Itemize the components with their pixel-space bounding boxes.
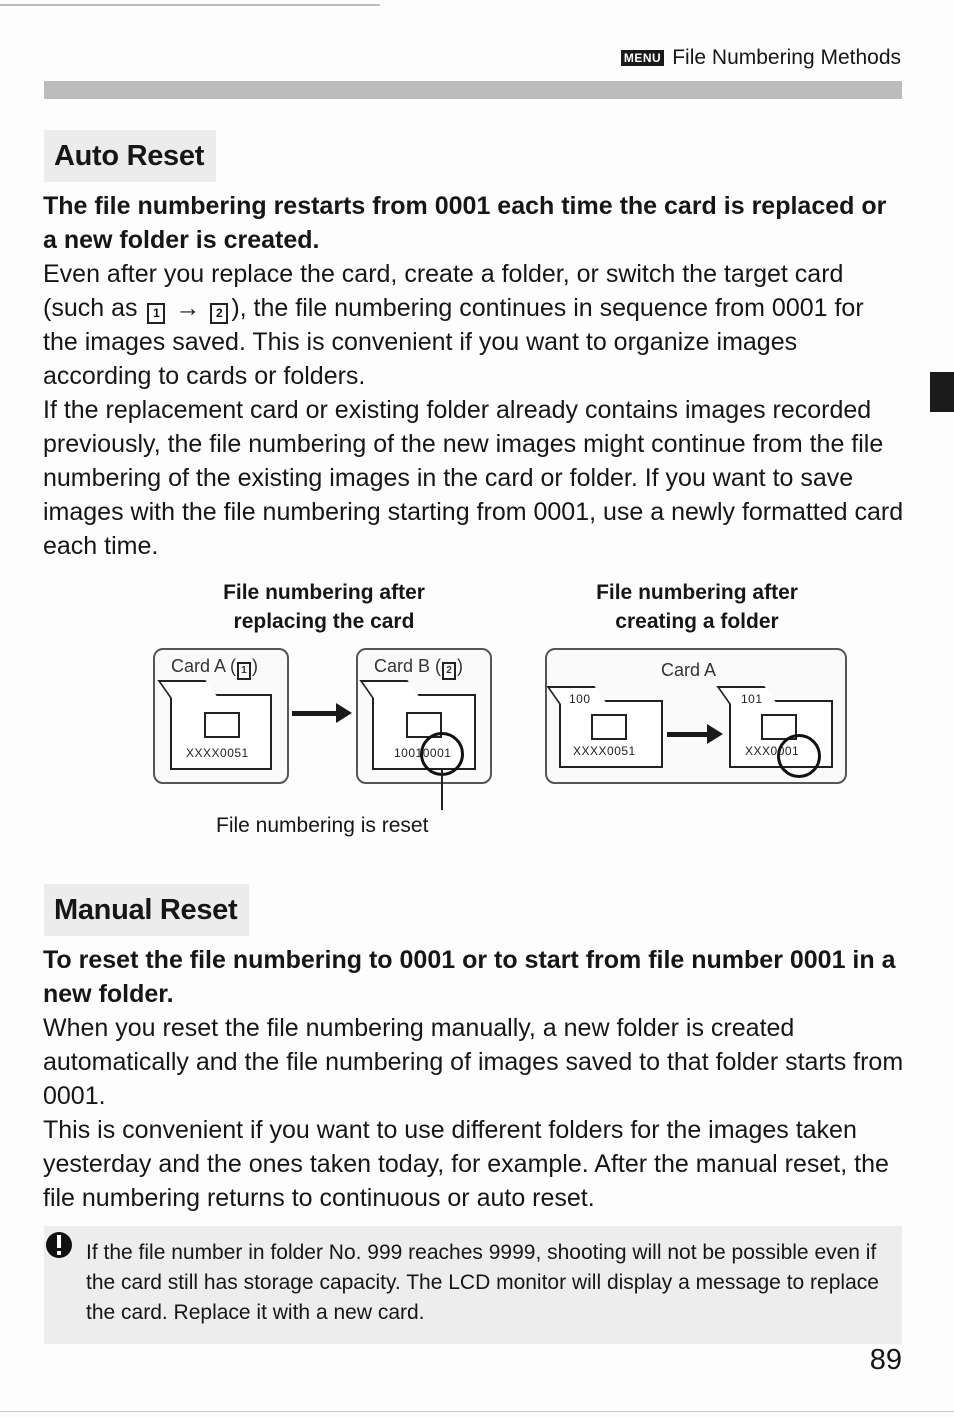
- header-title: File Numbering Methods: [672, 46, 901, 69]
- manual-reset-body: [43, 1011, 905, 1215]
- folder-100-icon: [559, 692, 663, 768]
- card-2-icon: 2: [442, 662, 456, 680]
- auto-reset-lead: The file numbering restarts from 0001 each time the card is replaced or a new folder is created.: [43, 192, 887, 254]
- arrow-glyph: →: [175, 294, 201, 322]
- header-band: [44, 81, 902, 99]
- card-b-label: [374, 656, 463, 680]
- card-1-icon: 1: [147, 303, 165, 324]
- manual-reset-lead: To reset the file numbering to 0001 or to start from file number 0001 in a new folder.: [43, 946, 896, 1008]
- manual-reset-paragraph-1: When you reset the file numbering manually, a new folder is created automatically and the file numbering of images saved to that folder starts from 0001.: [43, 1014, 904, 1110]
- right-diagram-caption: File numbering after creating a folder: [596, 581, 798, 633]
- caution-icon: [44, 1230, 74, 1260]
- folder-number: 100: [569, 692, 591, 706]
- image-icon: [591, 714, 627, 740]
- card-a-box: [153, 648, 289, 784]
- reset-caption: File numbering is reset: [216, 814, 429, 837]
- card-b-box: [356, 648, 492, 784]
- file-number: XXXX0051: [573, 744, 636, 758]
- auto-reset-heading: Auto Reset: [44, 130, 216, 182]
- file-number: XXXX0051: [186, 746, 249, 760]
- number-prefix: XXX: [745, 744, 771, 758]
- folder-prefix: 100: [394, 746, 416, 760]
- number-suffix: 0001: [422, 746, 452, 760]
- label-text: ): [457, 656, 464, 676]
- card-a-folder-box: [545, 648, 847, 784]
- manual-reset-paragraph-2: This is convenient if you want to use different folders for the images taken yesterday and the ones taken today, for example. After the manual reset, the file numbering returns to continuous or auto reset.: [43, 1116, 889, 1212]
- folder-tab: [157, 680, 218, 698]
- paragraph-text: Even after you replace the card, create a folder, or switch the target card (such as: [43, 260, 844, 322]
- folder-number: 101: [741, 692, 763, 706]
- menu-icon: MENU: [621, 50, 664, 66]
- file-number: 10010001: [394, 746, 452, 760]
- page-number: 89: [869, 1344, 902, 1376]
- image-icon: [204, 712, 240, 738]
- running-header: [621, 46, 901, 70]
- paragraph-text: ), the file numbering continues in sequence from 0001 for the images saved. This is convenient if you want to organize images according to cards or folders.: [43, 294, 864, 390]
- card-2-icon: 2: [210, 303, 228, 324]
- highlight-circle: [777, 734, 821, 778]
- left-diagram-caption: File numbering after replacing the card: [223, 581, 425, 633]
- label-text: Card B (: [374, 656, 442, 676]
- manual-reset-heading: Manual Reset: [44, 884, 249, 936]
- label-text: ): [252, 656, 259, 676]
- number-suffix: 0001: [770, 744, 800, 758]
- label-text: Card A (: [171, 656, 237, 676]
- folder-tab: [359, 680, 420, 698]
- card-1-icon: 1: [237, 662, 251, 680]
- auto-reset-body: [43, 257, 905, 563]
- auto-reset-paragraph-2: If the replacement card or existing folder already contains images recorded previously, the file numbering of the new images might continue from the file numbering of the existing images in the card or folder. If you want to save images with the file numbering starting from 0001, use a newly formatted card each time.: [43, 396, 904, 560]
- caution-text: If the file number in folder No. 999 reaches 9999, shooting will not be possible even if the card still has storage capacity. The LCD monitor will display a message to replace the card. Replace it with a new card.: [86, 1241, 879, 1324]
- card-a-label: [171, 656, 258, 680]
- folder-icon: [170, 694, 272, 770]
- card-label: Card A: [661, 660, 717, 680]
- auto-reset-paragraph-1: [43, 257, 905, 393]
- chapter-tab-marker: [930, 372, 954, 412]
- top-rule: [0, 4, 380, 6]
- bottom-rule: [0, 1411, 954, 1412]
- callout-line: [441, 770, 443, 810]
- arrow-right-icon: [667, 732, 709, 737]
- arrow-right-icon: [292, 711, 338, 716]
